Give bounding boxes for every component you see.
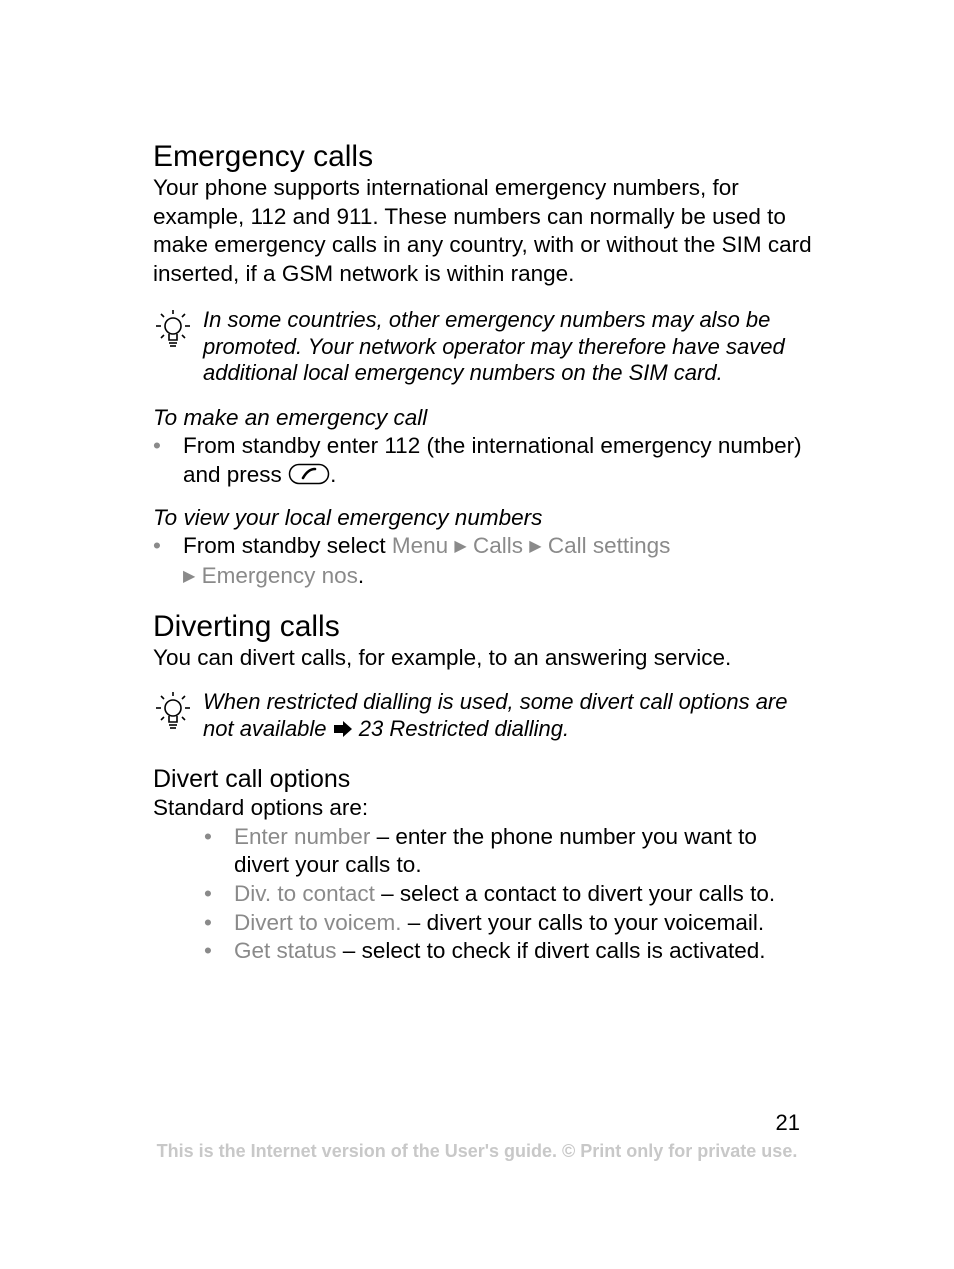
footer-notice: This is the Internet version of the User's guide. © Print only for private use.: [156, 1141, 798, 1161]
list-item: [153, 880, 813, 909]
arrow-right-icon: ▶: [454, 538, 467, 556]
option-term: Div. to contact: [234, 880, 375, 906]
call-key-icon: [288, 463, 330, 485]
crossref-arrow-icon: [333, 721, 353, 737]
option-term: Divert to voicem.: [234, 909, 402, 935]
menu-path-calls: Calls: [472, 533, 523, 559]
diverting-tip-crossref: 23 Restricted dialling.: [358, 716, 570, 742]
list-item: [153, 532, 813, 591]
arrow-right-icon: ▶: [183, 568, 196, 586]
lightbulb-icon: [153, 307, 193, 351]
view-emergency-numbers-title: To view your local emergency numbers: [153, 505, 543, 531]
bullet-icon: •: [153, 533, 161, 559]
bullet-icon: •: [204, 823, 212, 849]
option-desc: – select to check if divert calls is activated.: [336, 938, 766, 964]
emergency-tip: [153, 307, 813, 387]
menu-path-emergency-nos: Emergency nos: [201, 563, 358, 589]
option-desc: – enter the phone number you want to divert your calls to.: [234, 823, 757, 878]
divert-options-intro: Standard options are:: [153, 794, 369, 820]
list-item: [153, 909, 813, 938]
diverting-calls-heading: Diverting calls: [153, 609, 340, 643]
view-step-end: .: [357, 563, 365, 589]
lightbulb-icon: [153, 689, 193, 733]
menu-path-call-settings: Call settings: [547, 533, 671, 559]
bullet-icon: •: [204, 909, 212, 935]
list-item: [153, 823, 813, 880]
make-emergency-call-steps: [153, 432, 813, 489]
divert-options-heading: Divert call options: [153, 764, 351, 793]
list-item: [153, 432, 813, 489]
emergency-tip-text: In some countries, other emergency numbers may also be promoted. Your network operator may therefore have saved additional local emergency numbers on the SIM card.: [203, 306, 785, 386]
divert-options-list: [153, 823, 813, 967]
bullet-icon: •: [204, 938, 212, 964]
option-desc: – select a contact to divert your calls to.: [374, 880, 776, 906]
emergency-intro: Your phone supports international emergency numbers, for example, 112 and 911. These numbers can normally be used to make emergency calls in any country, with or without the SIM card inserted, if a GSM network is within range.: [153, 175, 812, 287]
make-emergency-call-title: To make an emergency call: [153, 404, 428, 430]
emergency-calls-heading: Emergency calls: [153, 140, 374, 173]
diverting-tip-text: When restricted dialling is used, some divert call options are not available: [203, 689, 788, 742]
page-number: 21: [775, 1110, 800, 1135]
arrow-right-icon: ▶: [529, 538, 542, 556]
make-call-step-text: From standby enter 112 (the international emergency number) and press: [183, 432, 802, 487]
menu-path-menu: Menu: [391, 533, 449, 559]
diverting-intro: You can divert calls, for example, to an answering service.: [153, 644, 732, 670]
diverting-tip: [153, 689, 813, 742]
option-term: Get status: [234, 938, 337, 964]
view-emergency-numbers-steps: [153, 532, 813, 591]
make-call-step-end: .: [330, 461, 337, 487]
option-desc: – divert your calls to your voicemail.: [401, 909, 765, 935]
list-item: [153, 937, 813, 966]
view-step-prefix: From standby select: [183, 533, 386, 559]
bullet-icon: •: [204, 880, 212, 906]
page-content: [153, 140, 813, 966]
option-term: Enter number: [234, 823, 371, 849]
bullet-icon: •: [153, 432, 161, 458]
